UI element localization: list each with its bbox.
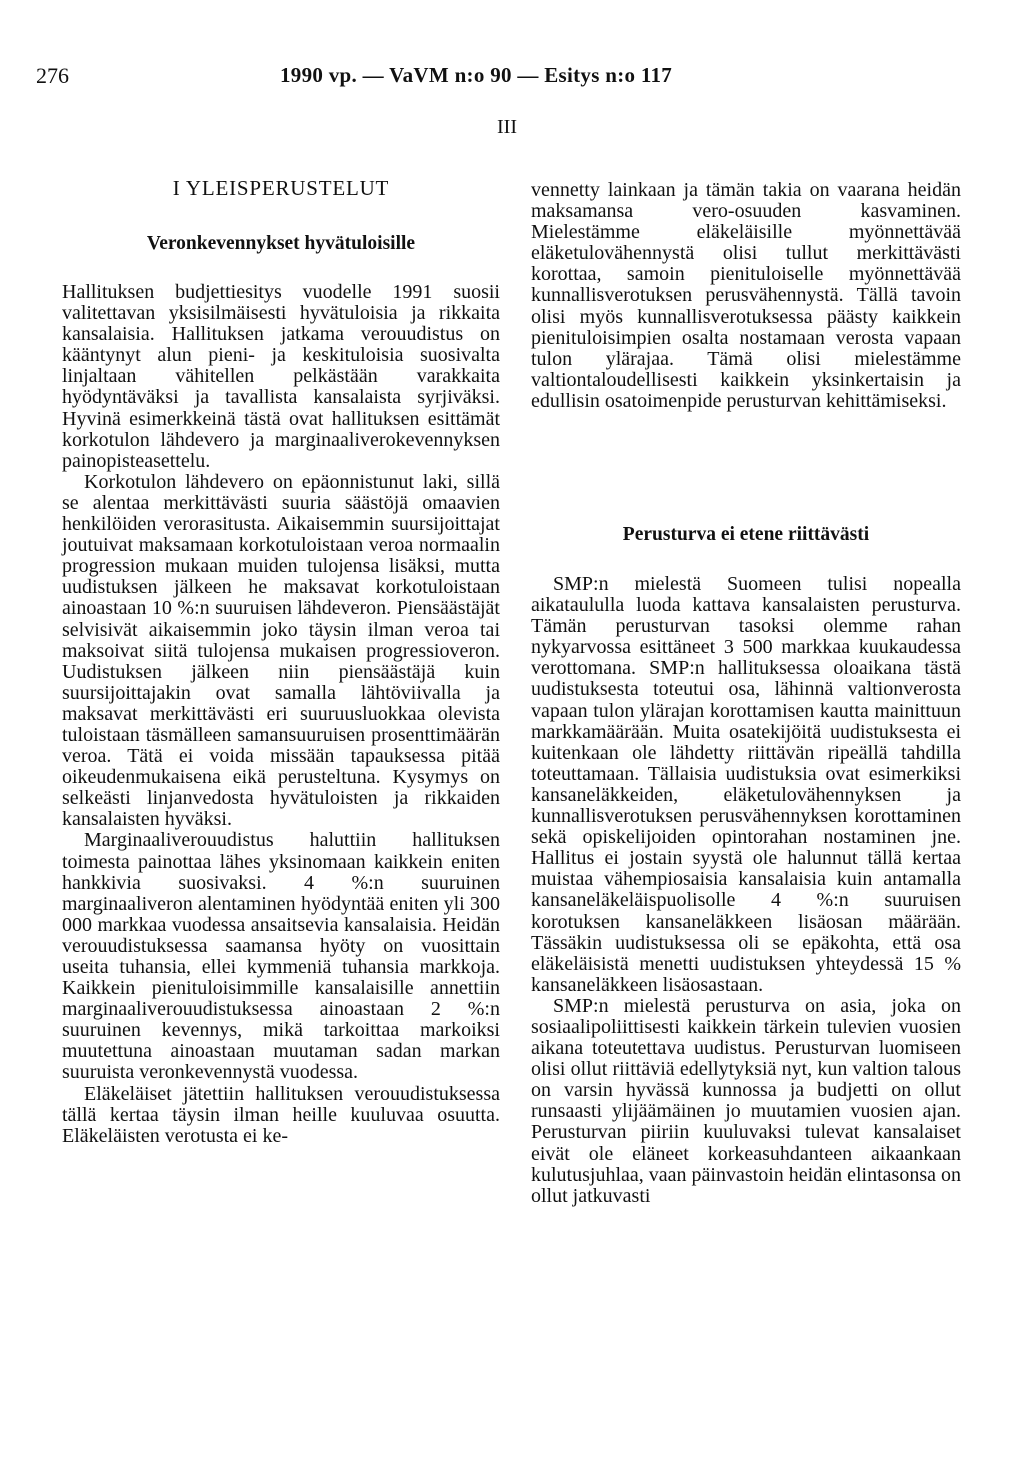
right-column-lower [531,574,961,1207]
left-column [62,282,500,1147]
chapter-title: I YLEISPERUSTELUT [172,176,390,200]
page-number: 276 [36,63,69,88]
section-numeral: III [497,116,517,138]
paragraph: SMP:n mielestä perusturva on asia, joka on sosiaalipoliittisesti kaikkein tärkein tulevien vuosien aikana toteutettava uudistus. Perusturvan luomiseen olisi ollut riittäviä edellytyksiä nyt, kun valtion talous on varsin hyvässä kunnossa ja budjetti on ollut runsaasti ylijäämäinen jo muutamien vuosien ajan. Perusturvan piiriin kuuluvaksi tulevat kansalaiset eivät ole eläneet korkeasuhdanteen aikaankaan kulutusjuhlaa, vaan päinvastoin heidän elintasonsa on ollut jatkuvasti [531,994,961,1207]
paragraph: Eläkeläiset jätettiin hallituksen verouudistuksessa tällä kertaa täysin ilman heille kuuluvaa osuutta. Eläkeläisten verotusta ei ke- [62,1082,500,1147]
subheading-veronkevennykset: Veronkevennykset hyvätuloisille [146,233,416,254]
paragraph: vennetty lainkaan ja tämän takia on vaarana heidän maksamansa vero-osuuden kasvaminen. Mielestämme eläkeläisille myönnettävää eläketulovähennystä olisi tullut merkittävästi korottaa, samoin pienituloiselle myönnettävää kunnallisverotuksen perusvähennystä. Tällä tavoin olisi myös kunnallisverotuksessa päästy kaikkein pienituloisimpien osalta nostamaan verosta vapaan tulon ylärajaa. Tämä olisi mielestämme valtiontaloudellisesti kaikkein yksinkertaisin ja edullisin osatoimenpide perusturvan kehittämiseksi. [531,179,961,412]
paragraph: SMP:n mielestä Suomeen tulisi nopealla aikataululla luoda kattava kansalaisten perusturva. Tämän perusturvan tasoksi olemme rahan nykyarvossa esittäneet 3 500 markkaa kuukaudessa verottomana. SMP:n hallituksessa oloaikana tästä uudistuksesta toteutui osa, lähinnä valtionverosta vapaan tulon ylärajan korottamisen kautta mainittuun markkamäärään. Muita osatekijöitä uudistuksesta ei kuitenkaan ole lähdetty riittävän ripeällä tahdilla toteuttamaan. Tällaisia uudistuksia ovat esimerkiksi kansaneläkkeiden, eläketulovähennyksen ja kunnallisverotuksen perusvähennyksen korottaminen sekä opiskelijoiden opintorahan nostaminen jne. Hallitus ei jostain syystä ole halunnut tällä kertaa muistaa vähempiosaisia kansalaisia kuin antamalla kansaneläkeläispuolisolle 4 %:n suuruisen korotuksen kansaneläkkeen lisäosan määrään. Tässäkin uudistuksessa oli se epäkohta, että osa eläkeläisistä menetti uudistuksen yhteydessä 15 % kansaneläkkeen lisäosastaan. [531,573,961,996]
subheading-perusturva: Perusturva ei etene riittävästi [622,524,870,545]
paragraph: Marginaaliverouudistus haluttiin hallituksen toimesta painottaa lähes yksinomaan kaikkein eniten hankkivia suosivaksi. 4 %:n suuruinen marginaaliveron alentaminen hyödyntää eniten yli 300 000 markkaa vuodessa ansaitsevia kansalaisia. Heidän verouudistuksessa saamansa hyöty on vuosittain useita tuhansia, ellei kymmeniä tuhansia markkoja. Kaikkein pienituloisimmille kansalaisille annettiin marginaaliverouudistuksessa ainoastaan 2 %:n suuruinen kevennys, mikä tarkoittaa markoiksi muutettuna ainoastaan muutaman sadan markan suuruista veronkevennystä vuodessa. [62,829,500,1084]
right-column-top [531,180,961,412]
paragraph: Korkotulon lähdevero on epäonnistunut laki, sillä se alentaa merkittävästi suuria säästöjä omaavien henkilöiden verorasitusta. Aikaisemmin suursijoittajat joutuivat maksamaan korkotuloistaan veroa normaalin progression mukaan muiden tulojensa lisäksi, mutta uudistuksen jälkeen he maksavat korkotuloistaan ainoastaan 10 %:n suuruisen lähdeveron. Piensäästäjät selvisivät aikaisemmin joko täysin ilman veroa tai maksoivat siitä tulojensa mukaisen progressioveron. Uudistuksen jälkeen niin piensäästäjä kuin suursijoittajakin ovat samalla lähtöviivalla ja maksavat merkittävästi eri suuruusluokkaa olevista tuloistaan täsmälleen samansuuruisen prosenttimäärän veroa. Tätä ei voida missään tapauksessa pitää oikeudenmukaisena eikä perusteltuna. Kysymys on selkeästi linjanvedosta hyvätuloisten ja rikkaiden kansalaisten hyväksi. [62,470,500,831]
paragraph: Hallituksen budjettiesitys vuodelle 1991 suosii valitettavan yksisilmäisesti hyvätuloisia ja rikkaita kansalaisia. Hallituksen jatkama verouudistus on kääntynyt alun pieni- ja keskituloisia suosivalta linjaltaan vähitellen pelkästään varakkaita hyödyntäväksi ja tavallista kansalaista syrjiväksi. Hyvinä esimerkkeinä tästä ovat hallituksen esittämät korkotulon lähdevero ja marginaaliverokevennyksen painopisteasettelu. [62,281,500,472]
running-head: 1990 vp. — VaVM n:o 90 — Esitys n:o 117 [280,63,673,87]
